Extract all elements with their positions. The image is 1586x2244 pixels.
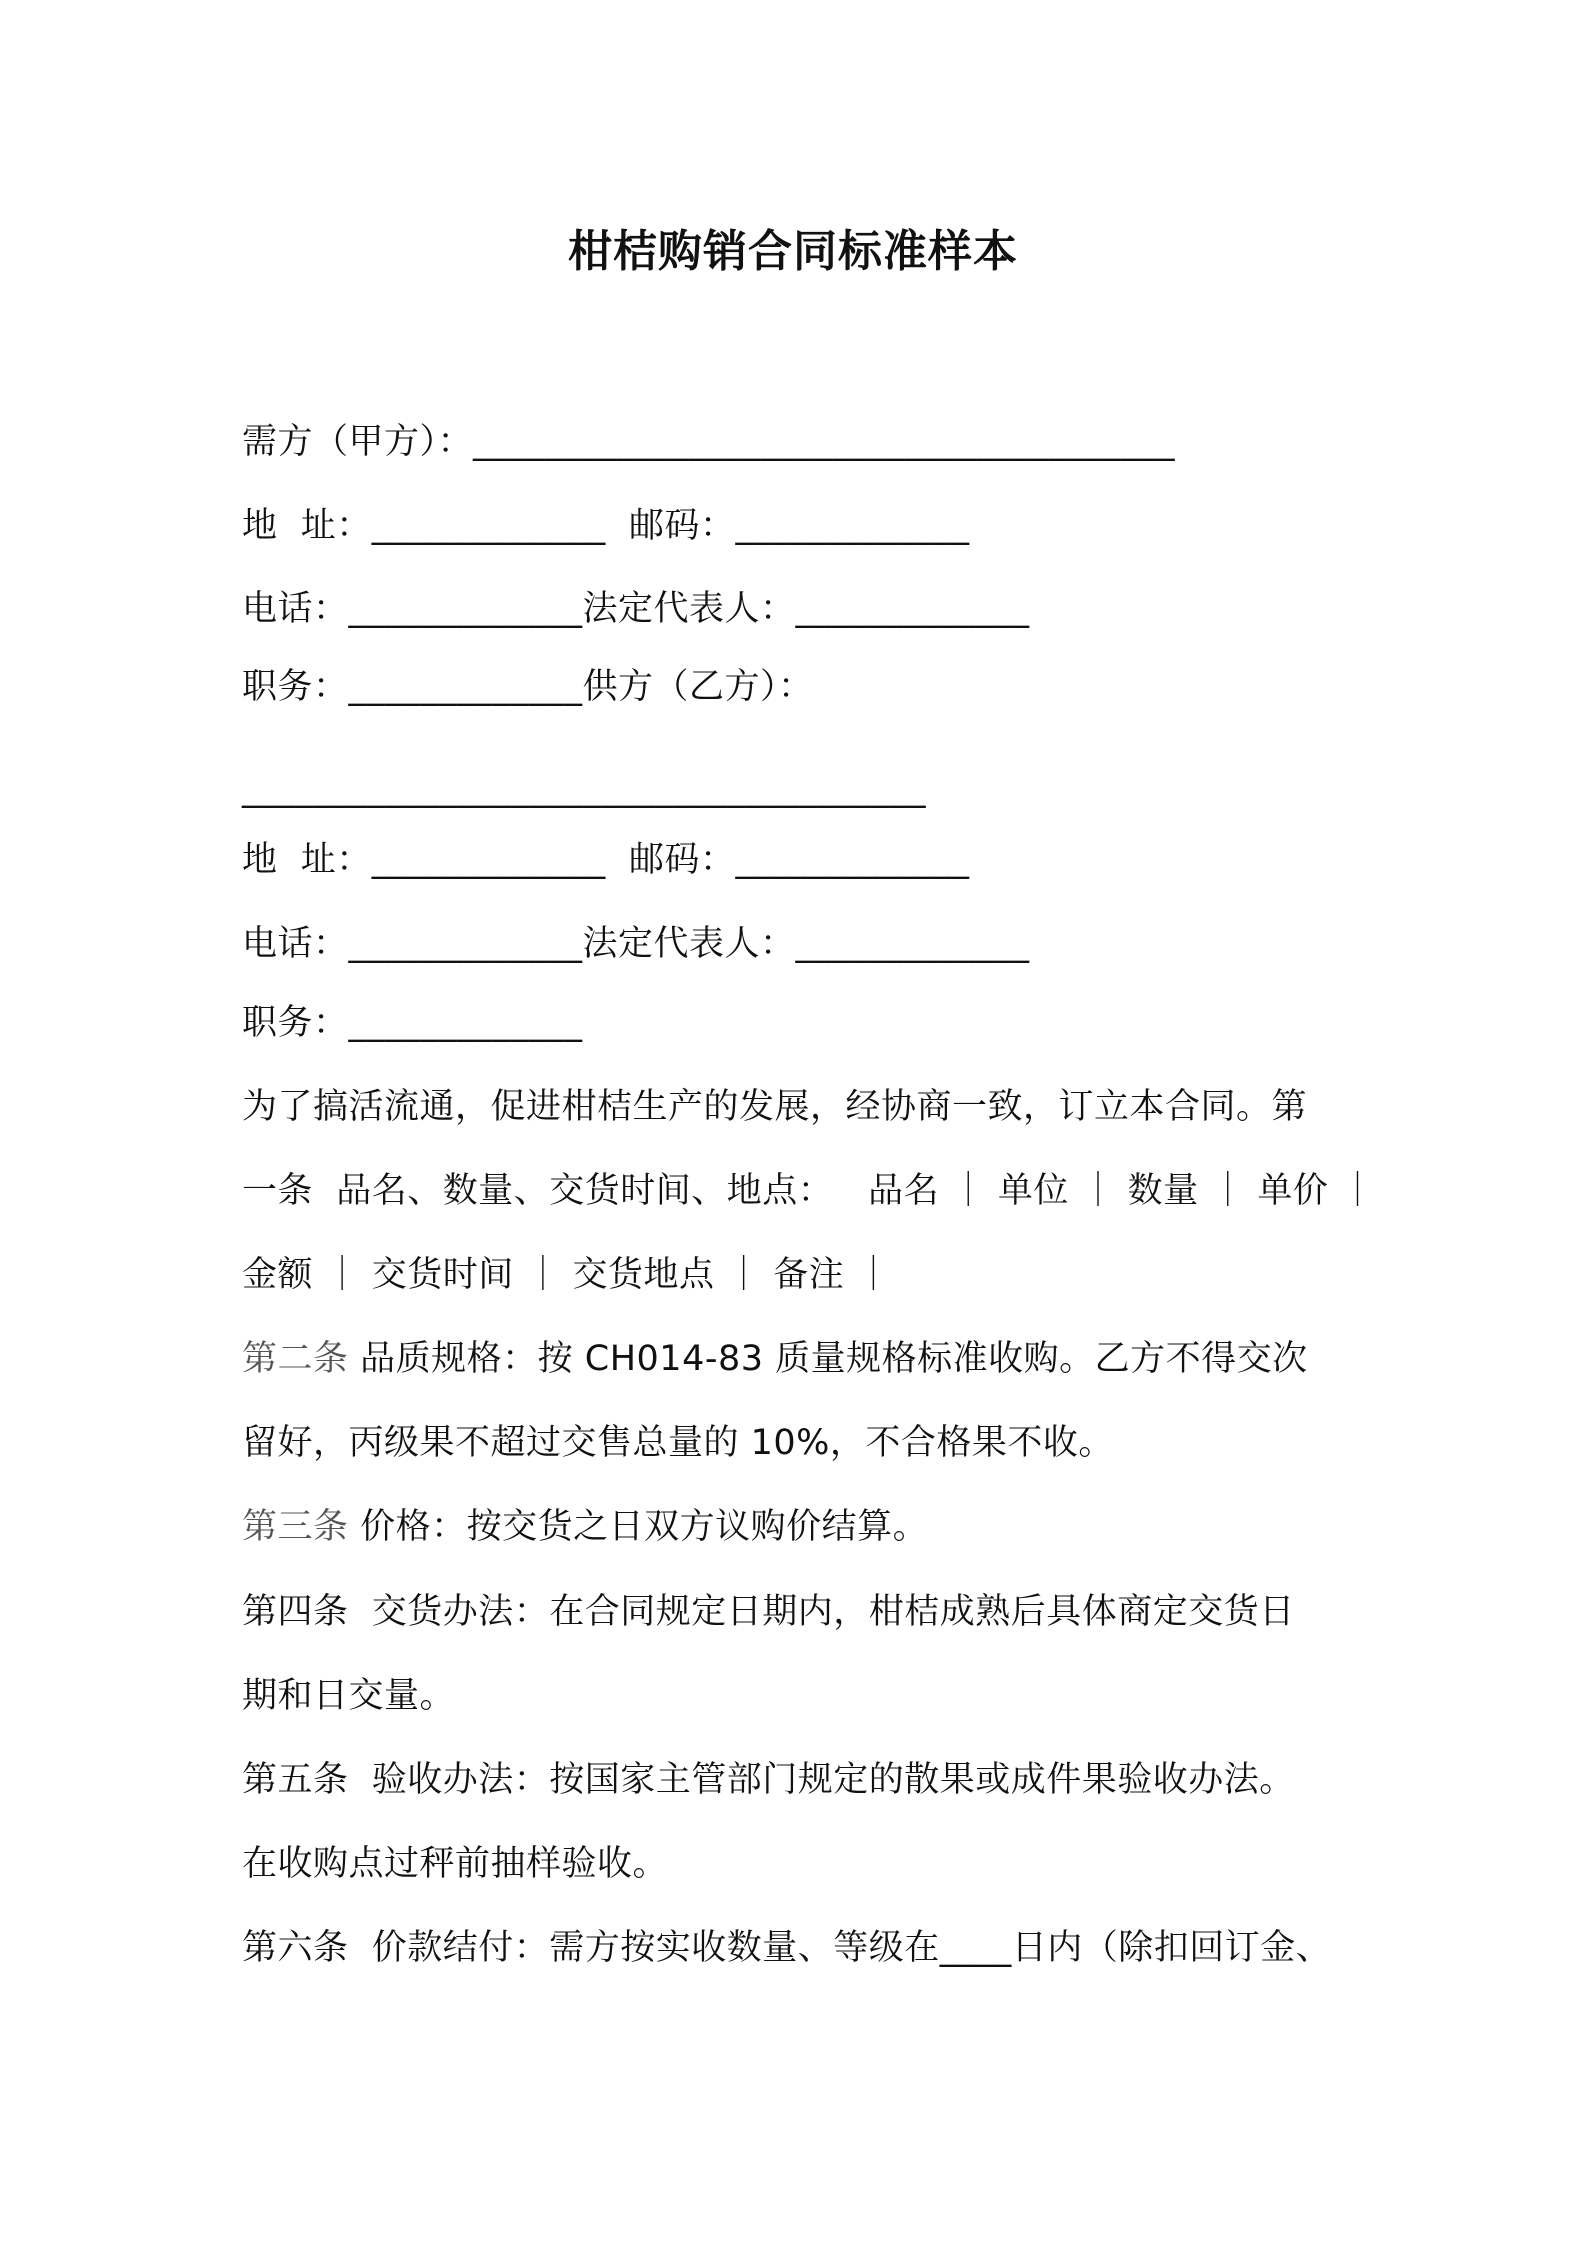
seller-phone-line: 电话：_____________法定代表人：_____________ [242, 924, 1030, 964]
buyer-address-line: 地 址：_____________ 邮码：_____________ [242, 506, 970, 546]
buyer-party-line: 需方（甲方）：_______________________________________ [242, 422, 1176, 462]
seller-address-line: 地 址：_____________ 邮码：_____________ [242, 840, 970, 880]
article-5-line: 第五条 验收办法：按国家主管部门规定的散果或成件果验收办法。 [242, 1760, 1295, 1800]
preamble-line: 为了搞活流通，促进柑桔生产的发展，经协商一致，订立本合同。第 [242, 1087, 1308, 1127]
article-2-continuation: 留好，丙级果不超过交售总量的 10%，不合格果不收。 [242, 1423, 1114, 1463]
article-3-line [242, 1503, 1362, 1551]
article-1-columns-line: 金额 ｜ 交货时间 ｜ 交货地点 ｜ 备注 ｜ [242, 1255, 892, 1295]
article-6-line: 第六条 价款结付：需方按实收数量、等级在____日内（除扣回订金、 [242, 1928, 1332, 1968]
article-4-line: 第四条 交货办法：在合同规定日期内，柑桔成熟后具体商定交货日 [242, 1592, 1295, 1632]
article-5-continuation: 在收购点过秤前抽样验收。 [242, 1844, 669, 1884]
seller-name-blank: ______________________________________ [242, 769, 926, 809]
article-1-line: 一条 品名、数量、交货时间、地点： 品名 ｜ 单位 ｜ 数量 ｜ 单价 ｜ [242, 1171, 1376, 1211]
article-2-line [242, 1335, 1362, 1383]
article-3-prefix: 第三条 [242, 1507, 349, 1547]
buyer-phone-line: 电话：_____________法定代表人：_____________ [242, 589, 1030, 629]
article-2-text: 品质规格：按 CH014-83 质量规格标准收购。乙方不得交次 [360, 1339, 1308, 1379]
buyer-position-line: 职务：_____________供方（乙方）： [242, 667, 814, 707]
document-title: 柑桔购销合同标准样本 [568, 226, 1018, 277]
article-2-prefix: 第二条 [242, 1339, 349, 1379]
article-3-text: 价格：按交货之日双方议购价结算。 [360, 1507, 929, 1547]
article-4-continuation: 期和日交量。 [242, 1676, 456, 1716]
seller-position-line: 职务：_____________ [242, 1003, 583, 1043]
